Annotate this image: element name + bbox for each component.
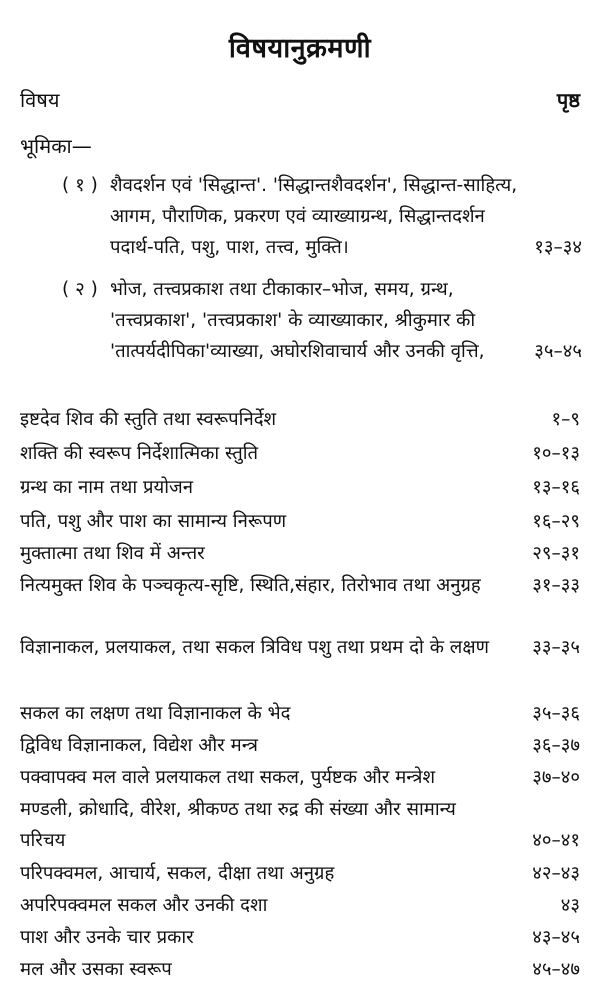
- toc-entry-pages: ४३: [560, 895, 580, 916]
- page-title: विषयानुक्रमणी: [228, 33, 372, 64]
- toc-entry: [20, 506, 580, 537]
- toc-entry-pages: ३१–३३: [532, 575, 580, 596]
- intro-sub-entry: [62, 170, 582, 263]
- toc-entry: [20, 570, 580, 601]
- toc-entry: [20, 438, 580, 469]
- toc-entry-text: मल और उसका स्वरूप: [20, 959, 172, 980]
- toc-entry-pages: ४५–४७: [532, 959, 580, 980]
- introduction-heading: भूमिका—: [20, 134, 92, 158]
- toc-entry: [20, 698, 580, 729]
- toc-entry-text: ग्रन्थ का नाम तथा प्रयोजन: [20, 477, 194, 498]
- toc-entry-pages: ३५–३६: [532, 703, 580, 724]
- toc-entry: [20, 538, 580, 569]
- sub-entry-pages: ३५–४५: [534, 341, 582, 362]
- toc-entry-text: परिपक्वमल, आचार्य, सकल, दीक्षा तथा अनुग्रह: [20, 863, 335, 884]
- toc-entry-pages: १०–१३: [532, 443, 580, 464]
- toc-entry-pages: ३७–४०: [532, 767, 580, 788]
- toc-entry-text: नित्यमुक्त शिव के पञ्चकृत्य-सृष्टि, स्थिति,संहार, तिरोभाव तथा अनुग्रह: [20, 575, 481, 596]
- sub-entry-text: भोज, तत्त्वप्रकाश तथा टीकाकार–भोज, समय, ग्रन्थ, 'तत्त्वप्रकाश', 'तत्त्वप्रकाश' के व्याख्याकार, श्रीकुमार की 'तात्पर्यदीपिका'व्याख्या, अघोरशिवाचार्य और उनकी वृत्ति,: [110, 279, 485, 362]
- sub-entry-pages: १३–३४: [534, 237, 582, 258]
- toc-entry: [20, 922, 580, 953]
- toc-entry-pages: ३६–३७: [532, 735, 580, 756]
- toc-entry-pages: ४०–४१: [532, 830, 580, 851]
- toc-entry-text: मुक्तात्मा तथा शिव में अन्तर: [20, 543, 205, 564]
- toc-entry-text: पति, पशु और पाश का सामान्य निरूपण: [20, 511, 287, 532]
- page-column-header: पृष्ठ: [556, 88, 580, 112]
- toc-entry-pages: ३३–३५: [532, 637, 580, 658]
- toc-entry-pages: १–९: [551, 409, 580, 430]
- toc-entry-text: इष्टदेव शिव की स्तुति तथा स्वरूपनिर्देश: [20, 409, 277, 430]
- sub-entry-text: शैवदर्शन एवं 'सिद्धान्त'. 'सिद्धान्तशैवदर्शन', सिद्धान्त-साहित्य, आगम, पौराणिक, प्रकरण एवं व्याख्याग्रन्थ, सिद्धान्तदर्शन पदार्थ-पति, पशु, पाश, तत्त्व, मुक्ति।: [110, 175, 518, 258]
- toc-entry-text: पक्वापक्व मल वाले प्रलयाकल तथा सकल, पुर्यष्टक और मन्त्रेश: [20, 767, 436, 788]
- toc-entry: [20, 730, 580, 761]
- toc-entry: [20, 794, 580, 856]
- toc-entry-text: सकल का लक्षण तथा विज्ञानाकल के भेद: [20, 703, 291, 724]
- toc-entry-pages: ४३–४५: [532, 927, 580, 948]
- toc-entry-text: शक्ति की स्वरूप निर्देशात्मिका स्तुति: [20, 443, 259, 464]
- subject-column-header: विषय: [20, 88, 60, 112]
- toc-entry-pages: ४२–४३: [532, 863, 580, 884]
- intro-sub-entry: [62, 274, 582, 367]
- toc-entry-pages: १६–२९: [532, 511, 580, 532]
- toc-entry: [20, 472, 580, 503]
- toc-entry: [20, 858, 580, 889]
- toc-entry-text: अपरिपक्वमल सकल और उनकी दशा: [20, 895, 268, 916]
- toc-entry-text: मण्डली, क्रोधादि, वीरेश, श्रीकण्ठ तथा रुद्र की संख्या और सामान्य परिचय: [20, 799, 456, 851]
- toc-entry-text: विज्ञानाकल, प्रलयाकल, तथा सकल त्रिविध पशु तथा प्रथम दो के लक्षण: [20, 637, 489, 658]
- toc-entry-pages: २९–३१: [532, 543, 580, 564]
- toc-entry-text: पाश और उनके चार प्रकार: [20, 927, 194, 948]
- toc-entry-pages: १३–१६: [532, 477, 580, 498]
- sub-entry-number: ( २ ): [62, 279, 98, 300]
- toc-entry: [20, 954, 580, 985]
- toc-entry-text: द्विविध विज्ञानाकल, विद्येश और मन्त्र: [20, 735, 258, 756]
- toc-entry: [20, 762, 580, 793]
- toc-entry: [20, 404, 580, 435]
- toc-entry: [20, 632, 580, 663]
- toc-entry: [20, 890, 580, 921]
- sub-entry-number: ( १ ): [62, 175, 98, 196]
